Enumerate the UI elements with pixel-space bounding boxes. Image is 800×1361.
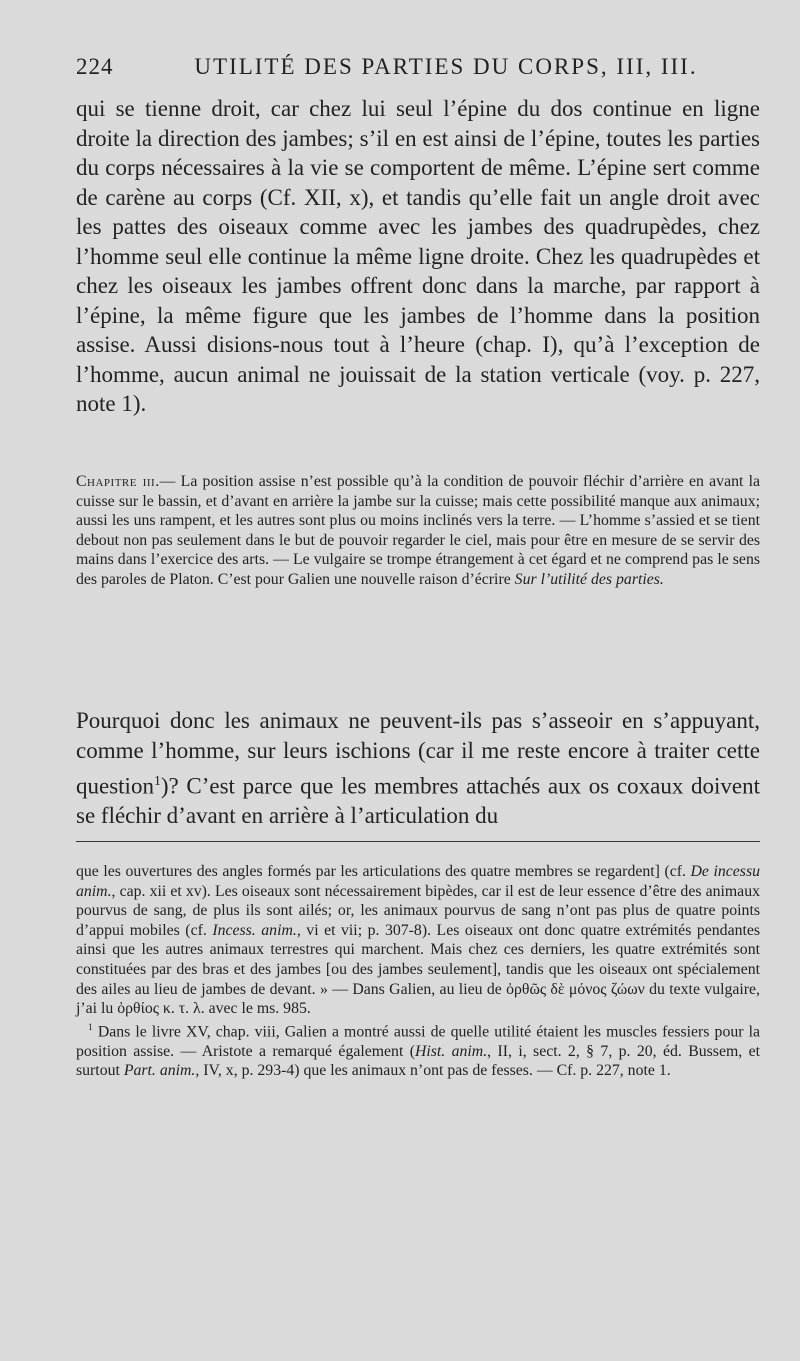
footnote-1-mark: 1 (88, 1022, 93, 1033)
fn-cont-e: , vi et vii; p. 307-8). Les oiseaux ont donc quatre extrémités pendantes ainsi que les autres animaux terrestres qui marchent. Mais chez ces derniers, les quatre extrémités sont constituées par des bras et des jambes [ou des jambes seulement], tandis que les oiseaux ont spécialement des ailes au lieu de jambes de devant. » — Dans Galien, au lieu de ὀρθῶς δὲ μόνος ζώων du texte vulgaire, j’ai lu ὀρθίος κ. τ. λ. avec le ms. 985. (76, 921, 761, 1018)
fn-cont-cite-1: De incessu anim. (76, 863, 761, 900)
chapter-summary-cite: Sur l’utilité des parties. (514, 570, 664, 588)
fn-cont-cite-2: Incess. anim. (212, 921, 297, 939)
main-text-paragraph: qui se tienne droit, car chez lui seul l’épine du dos continue en ligne droite la direction des jambes; s’il en est ainsi de l’épine, toutes les parties du corps nécessaires à la vie se comportent de même. L’épine sert comme de carène au corps (Cf. XII, x), et tandis qu’elle fait un angle droit avec les pattes des oiseaux comme avec les jambes des quadrupèdes, chez l’homme seul elle continue la même ligne droite. Chez les quadrupèdes et chez les oiseaux les jambes offrent donc dans la marche, par rapport à l’épine, la même figure que les jambes de l’homme dans la position assise. Aussi disions-nous tout à l’heure (chap. I), qu’à l’exception de l’homme, aucun animal ne jouissait de la station verticale (voy. p. 227, note 1). (76, 96, 760, 416)
second-paragraph-before: Pourquoi donc les animaux ne peuvent-ils pas s’asseoir en s’appuyant, comme l’homme, sur leurs ischions (car il me reste encore à traiter cette question (76, 708, 760, 799)
chapter-label: Chapitre iii. (76, 473, 160, 490)
fn1-e: , IV, x, p. 293-4) que les animaux n’ont pas de fesses. — Cf. p. 227, note 1. (195, 1062, 671, 1080)
chapter-summary (76, 472, 760, 590)
fn-cont-a: que les ouvertures des angles formés par les articulations des quatre membres se regardent] (cf. (76, 863, 686, 880)
running-title: UTILITÉ DES PARTIES DU CORPS, III, III. (194, 54, 698, 79)
running-header (76, 54, 756, 90)
second-paragraph-after: )? C’est parce que les membres attachés aux os coxaux doivent se fléchir d’avant en arrière à l’articulation du (76, 773, 760, 829)
chapter-summary-text: — La position assise n’est possible qu’à la condition de pouvoir fléchir d’arrière en avant la cuisse sur le bassin, et d’avant en arrière la jambe sur la cuisse; mais cette possibilité manque aux animaux; aussi les uns rampent, et les autres sont plus ou moins inclinés vers la terre. — L’homme s’assied et se tient debout non pas seulement dans le but de pouvoir regarder le ciel, mais pour être en mesure de se servir des mains dans l’exercice des arts. — Le vulgaire se trompe étrangement à cet égard et ne comprend pas le sens des paroles de Platon. C’est pour Galien une nouvelle raison d’écrire (76, 473, 760, 588)
page-number: 224 (76, 54, 114, 79)
footnotes (76, 862, 760, 1081)
footnote-divider (76, 841, 760, 842)
footnote-1 (76, 1019, 760, 1081)
second-paragraph (76, 706, 760, 831)
fn1-cite-1: Hist. anim. (414, 1042, 488, 1060)
footnote-ref-1: 1 (153, 772, 161, 788)
fn1-cite-2: Part. anim. (123, 1062, 196, 1080)
fn-cont-c: , cap. xii et xv). Les oiseaux sont nécessairement bipèdes, car il est de leur essence d’être des animaux pourvus de sang, de plus ils sont ailés; or, les animaux pourvus de sang n’ont pas plus de quatre points d’appui mobiles (cf. (76, 882, 760, 939)
fn1-c: , II, i, sect. 2, § 7, p. 20, éd. Bussem, et surtout (76, 1042, 760, 1080)
fn1-a: Dans le livre XV, chap. viii, Galien a montré aussi de quelle utilité étaient les muscles fessiers pour la position assise. — Aristote a remarqué également ( (76, 1023, 760, 1060)
footnote-continuation (76, 862, 760, 1019)
